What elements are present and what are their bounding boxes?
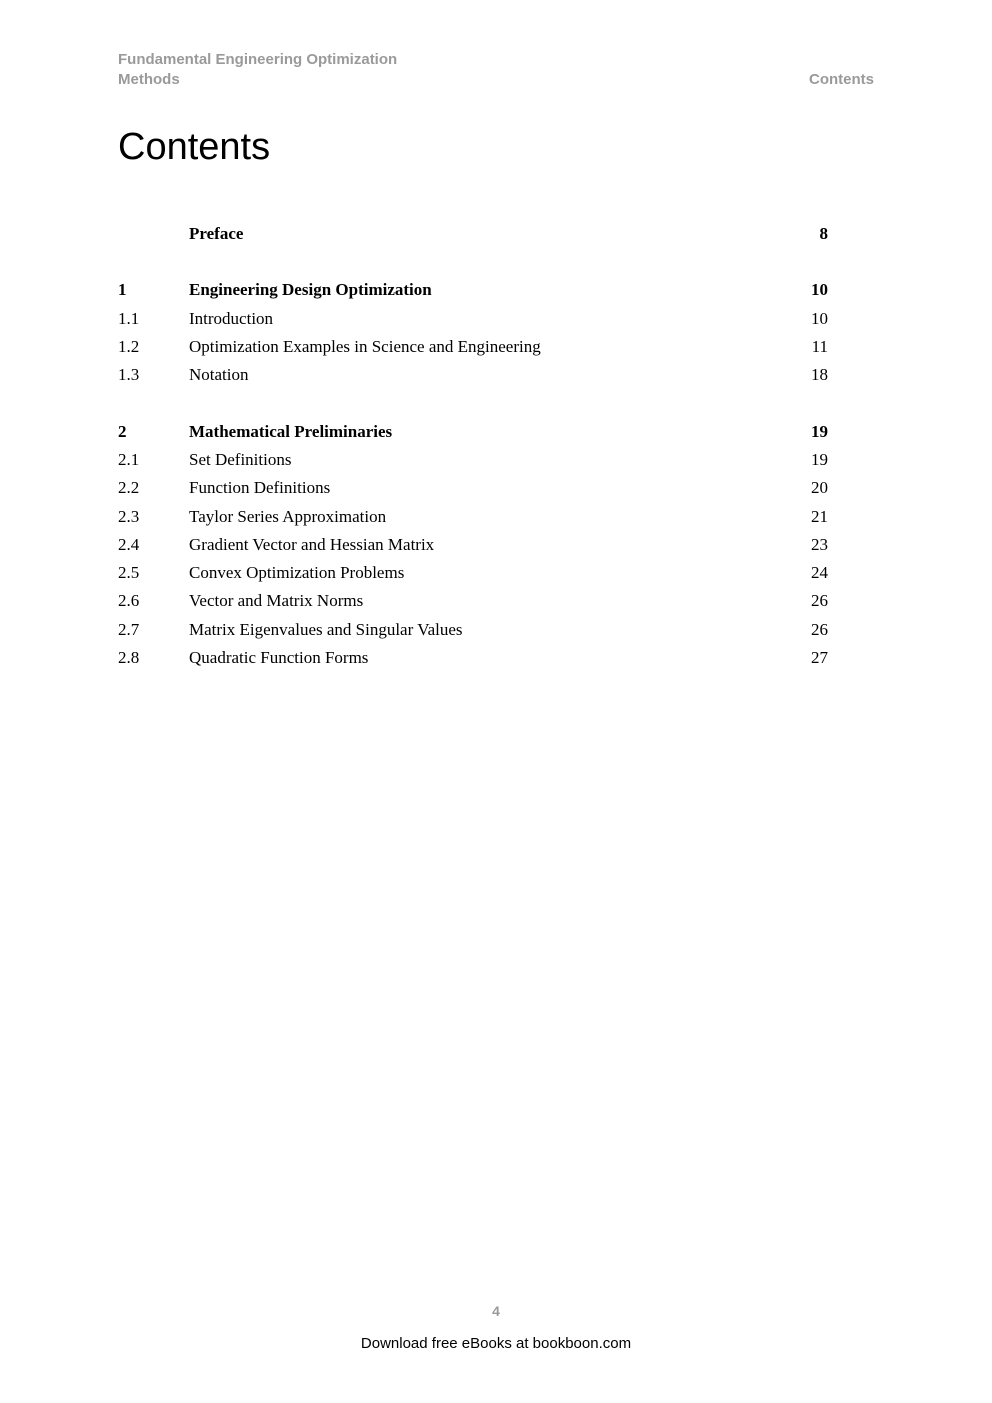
toc-entry-number: 1.3 (118, 365, 140, 385)
toc-entry-title: Introduction (189, 308, 274, 328)
toc-entry-number: 2.5 (118, 563, 140, 583)
running-header-section: Contents (809, 71, 874, 88)
book-title-line-1: Fundamental Engineering Optimization (118, 51, 398, 68)
toc-entry-title: Engineering Design Optimization (189, 280, 432, 300)
running-header-book-title (118, 50, 518, 90)
toc-entry-section[interactable] (118, 559, 828, 587)
toc-entry-number: 2.2 (118, 478, 140, 498)
toc-entry-section[interactable] (118, 502, 828, 530)
toc-entry-page: 8 (819, 224, 828, 244)
book-title-line-2: Methods (118, 71, 180, 88)
toc-entry-title: Vector and Matrix Norms (189, 591, 364, 611)
toc-entry-number: 2.8 (118, 648, 140, 667)
toc-entry-number: 2 (118, 421, 127, 441)
toc-entry-page: 20 (811, 478, 828, 498)
toc-entry-number: 2.1 (118, 449, 140, 469)
toc-entry-page: 26 (811, 619, 828, 639)
toc-entry-number: 1.1 (118, 308, 140, 328)
toc-entry-number: 2.6 (118, 591, 140, 611)
toc-entry-number: 2.4 (118, 534, 140, 554)
toc-entry-section[interactable] (118, 305, 828, 333)
toc-entry-section[interactable] (118, 616, 828, 644)
toc-entry-section[interactable] (118, 587, 828, 615)
toc-entry-title: Function Definitions (189, 478, 331, 498)
toc-entry-number: 2.7 (118, 619, 140, 639)
toc-entry-number: 1 (118, 280, 127, 300)
toc-entry-title: Set Definitions (189, 449, 292, 469)
toc-entry-title: Optimization Examples in Science and Engineering (189, 337, 541, 357)
table-of-contents (118, 220, 828, 672)
toc-entry-page: 10 (811, 280, 828, 300)
toc-entry-title: Quadratic Function Forms (189, 648, 369, 667)
toc-entry-chapter-1[interactable] (118, 276, 828, 304)
toc-entry-title: Gradient Vector and Hessian Matrix (189, 534, 435, 554)
toc-entry-section[interactable] (118, 333, 828, 361)
toc-entry-page: 21 (811, 506, 828, 526)
toc-entry-page: 10 (811, 308, 828, 328)
toc-entry-title: Convex Optimization Problems (189, 563, 405, 583)
toc-entry-title: Matrix Eigenvalues and Singular Values (189, 619, 463, 639)
toc-entry-title: Preface (189, 224, 244, 244)
toc-entry-chapter-2[interactable] (118, 417, 828, 445)
download-link[interactable]: Download free eBooks at bookboon.com (360, 1335, 632, 1352)
toc-entry-page: 19 (811, 421, 828, 441)
page-title: Contents (118, 126, 271, 168)
toc-entry-page: 23 (811, 534, 828, 554)
toc-entry-section[interactable] (118, 474, 828, 502)
toc-entry-page: 11 (811, 337, 828, 357)
toc-entry-section[interactable] (118, 644, 828, 672)
page-number: 4 (492, 1303, 500, 1319)
toc-entry-title: Mathematical Preliminaries (189, 421, 393, 441)
toc-entry-section[interactable] (118, 361, 828, 389)
toc-entry-page: 24 (811, 563, 828, 583)
toc-entry-number: 1.2 (118, 337, 140, 357)
toc-entry-page: 18 (811, 365, 828, 385)
toc-entry-section[interactable] (118, 446, 828, 474)
toc-entry-page: 26 (811, 591, 828, 611)
toc-entry-number: 2.3 (118, 506, 140, 526)
toc-entry-preface[interactable] (118, 220, 828, 248)
toc-entry-page: 19 (811, 449, 828, 469)
toc-entry-title: Notation (189, 365, 249, 385)
toc-entry-section[interactable] (118, 531, 828, 559)
toc-entry-page: 27 (811, 648, 828, 667)
toc-entry-title: Taylor Series Approximation (189, 506, 387, 526)
